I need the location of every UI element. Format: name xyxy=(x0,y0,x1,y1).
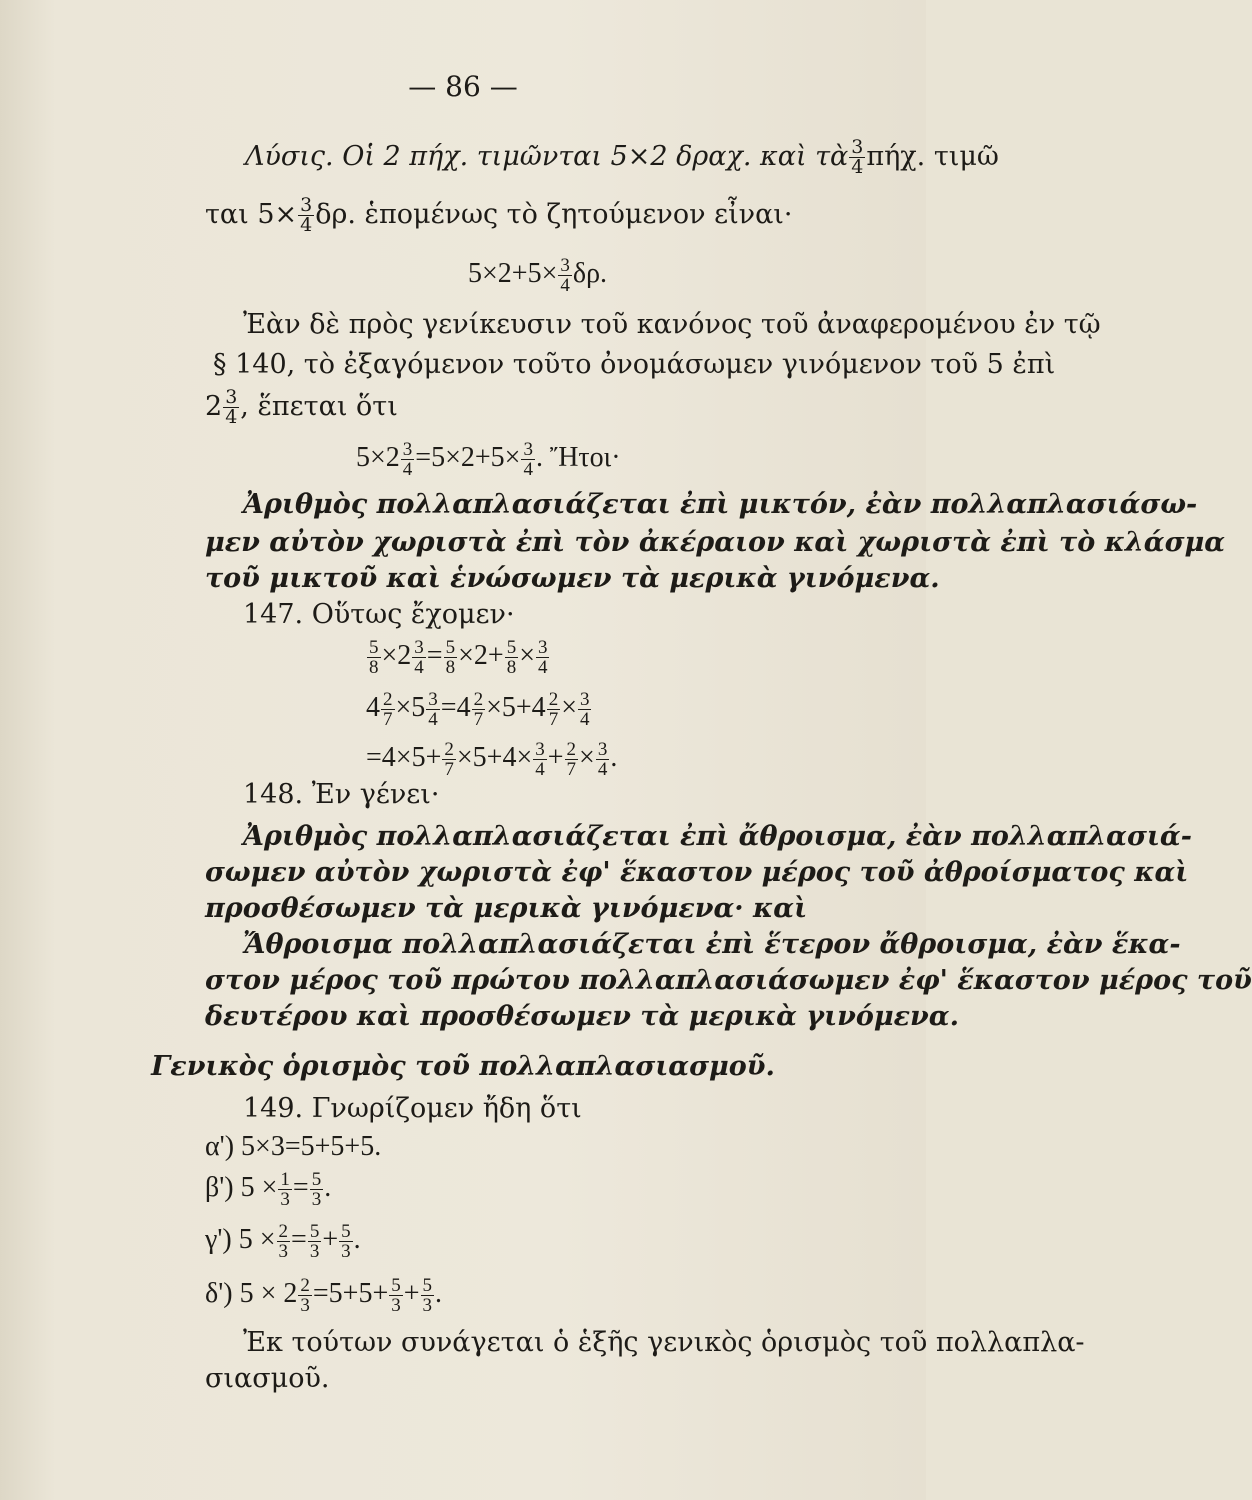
fraction: $\frac{5}{8}$ xyxy=(445,637,456,678)
text: ×5+4× xyxy=(456,741,533,773)
text: + xyxy=(403,1277,420,1309)
paragraph-line: Ἐκ τούτων συνάγεται ὁ ἑξῆς γενικὸς ὁρισμὸς τοῦ πολλαπλα- xyxy=(243,1327,1085,1358)
fraction: $\frac{3}{4}$ xyxy=(428,689,438,730)
text: =5×2+5× xyxy=(415,441,521,473)
text: =5+5+ xyxy=(312,1277,389,1309)
text: = xyxy=(426,639,443,671)
rule-line: δευτέρου καὶ προσθέσωμεν τὰ μερικὰ γινόμενα. xyxy=(205,1001,959,1032)
fraction: $\frac{3}{4}$ xyxy=(225,386,238,428)
paragraph-line xyxy=(205,388,398,427)
text: 5×2+5× xyxy=(468,257,558,289)
fraction: $\frac{2}{7}$ xyxy=(548,689,559,730)
text: + xyxy=(547,741,564,773)
text: ×2 xyxy=(381,639,412,671)
paragraph-line: σιασμοῦ. xyxy=(205,1363,330,1394)
rule-line: Ἄθροισμα πολλαπλασιάζεται ἐπὶ ἕτερον ἄθροισμα, ἐὰν ἕκα- xyxy=(243,929,1181,960)
text: . xyxy=(353,1223,361,1255)
text: . xyxy=(435,1277,443,1309)
text: δρ. xyxy=(572,257,608,289)
fraction: $\frac{5}{8}$ xyxy=(506,637,517,678)
rule-line: προσθέσωμεν τὰ μερικὰ γινόμενα· καὶ xyxy=(205,893,808,924)
text: 4 xyxy=(366,691,380,723)
rule-line: σωμεν αὐτὸν χωριστὰ ἐφ' ἕκαστον μέρος τοῦ ἀθροίσματος καὶ xyxy=(205,857,1189,888)
fraction: $\frac{2}{7}$ xyxy=(473,689,484,730)
fraction: $\frac{3}{4}$ xyxy=(414,637,424,678)
text: + xyxy=(322,1223,339,1255)
section-147: 147. Οὕτως ἔχομεν· xyxy=(243,599,515,630)
text: ται 5× xyxy=(205,199,298,230)
text: γ') 5 × xyxy=(205,1223,276,1255)
fraction: $\frac{2}{7}$ xyxy=(444,739,454,780)
fraction: $\frac{2}{3}$ xyxy=(278,1221,289,1262)
fraction: $\frac{1}{3}$ xyxy=(280,1169,290,1210)
paragraph-line: § 140, τὸ ἐξαγόμενον τοῦτο ὀνομάσωμεν γινόμενον τοῦ 5 ἐπὶ xyxy=(213,349,1056,380)
fraction: $\frac{3}{4}$ xyxy=(560,255,570,296)
equation-5 xyxy=(366,740,617,779)
text: β') 5 × xyxy=(205,1171,278,1203)
equation-3 xyxy=(366,638,550,677)
text: 2 xyxy=(205,391,223,422)
rule-line: στον μέρος τοῦ πρώτου πολλαπλασιάσωμεν ἐφ' ἕκαστον μέρος τοῦ xyxy=(205,965,1252,996)
text: = xyxy=(291,1223,307,1255)
rule-line: μεν αὐτὸν χωριστὰ ἐπὶ τὸν ἀκέραιον καὶ χωριστὰ ἐπὶ τὸ κλάσμα xyxy=(205,527,1226,558)
fraction: $\frac{3}{4}$ xyxy=(523,439,533,480)
paragraph-line: Ἐὰν δὲ πρὸς γενίκευσιν τοῦ κανόνος τοῦ ἀναφερομένου ἐν τῷ xyxy=(243,309,1101,340)
fraction: $\frac{5}{8}$ xyxy=(369,637,379,678)
section-heading: Γενικὸς ὁρισμὸς τοῦ πολλαπλασιασμοῦ. xyxy=(151,1051,775,1082)
text: × xyxy=(561,691,577,723)
text: ×2+ xyxy=(458,639,504,671)
fraction: $\frac{3}{4}$ xyxy=(300,194,313,236)
fraction: $\frac{5}{3}$ xyxy=(341,1221,351,1262)
example-c xyxy=(205,1222,361,1261)
text: × xyxy=(579,741,595,773)
text: . xyxy=(610,741,618,773)
fraction: $\frac{5}{3}$ xyxy=(391,1275,401,1316)
fraction: $\frac{3}{4}$ xyxy=(579,689,590,730)
rule-line: τοῦ μικτοῦ καὶ ἑνώσωμεν τὰ μερικὰ γινόμενα. xyxy=(205,563,940,594)
equation-2 xyxy=(356,440,621,479)
section-149: 149. Γνωρίζομεν ἤδη ὅτι xyxy=(243,1093,582,1124)
fraction: $\frac{3}{4}$ xyxy=(535,739,545,780)
text: =4 xyxy=(440,691,471,723)
solution-line-1 xyxy=(245,138,999,177)
fraction: $\frac{3}{4}$ xyxy=(597,739,608,780)
example-a: α') 5×3=5+5+5. xyxy=(205,1131,382,1162)
text: ×5+4 xyxy=(486,691,546,723)
text: . xyxy=(324,1171,332,1203)
rule-line: Ἀριθμὸς πολλαπλασιάζεται ἐπὶ μικτόν, ἐὰν πολλαπλασιάσω- xyxy=(243,489,1198,520)
equation-4 xyxy=(366,690,592,729)
fraction: $\frac{2}{3}$ xyxy=(300,1275,310,1316)
text: δρ. ἑπομένως τὸ ζητούμενον εἶναι· xyxy=(315,199,793,230)
text: 5×2 xyxy=(356,441,400,473)
fraction: $\frac{3}{4}$ xyxy=(537,637,548,678)
section-148: 148. Ἐν γένει· xyxy=(243,779,440,810)
text: = xyxy=(292,1171,309,1203)
page-number: — 86 — xyxy=(408,70,518,103)
solution-line-2 xyxy=(205,196,792,235)
fraction: $\frac{2}{7}$ xyxy=(383,689,393,730)
text: ×5 xyxy=(395,691,426,723)
example-b xyxy=(205,1170,331,1209)
text: πήχ. τιμῶ xyxy=(866,141,999,172)
fraction: $\frac{2}{7}$ xyxy=(566,739,577,780)
text: . Ἤτοι· xyxy=(535,441,621,473)
text: , ἕπεται ὅτι xyxy=(240,391,398,422)
text: =4×5+ xyxy=(366,741,442,773)
example-d xyxy=(205,1276,442,1315)
rule-line: Ἀριθμὸς πολλαπλασιάζεται ἐπὶ ἄθροισμα, ἐὰν πολλαπλασιά- xyxy=(243,821,1192,852)
text: Λύσις. Οἱ 2 πήχ. τιμῶνται 5×2 δραχ. καὶ τὰ xyxy=(245,141,849,172)
fraction: $\frac{3}{4}$ xyxy=(851,136,864,178)
text: × xyxy=(519,639,535,671)
fraction: $\frac{5}{3}$ xyxy=(309,1221,320,1262)
fraction: $\frac{5}{3}$ xyxy=(422,1275,433,1316)
fraction: $\frac{5}{3}$ xyxy=(311,1169,322,1210)
fraction: $\frac{3}{4}$ xyxy=(402,439,413,480)
text: δ') 5 × 2 xyxy=(205,1277,298,1309)
equation-1 xyxy=(468,256,607,295)
